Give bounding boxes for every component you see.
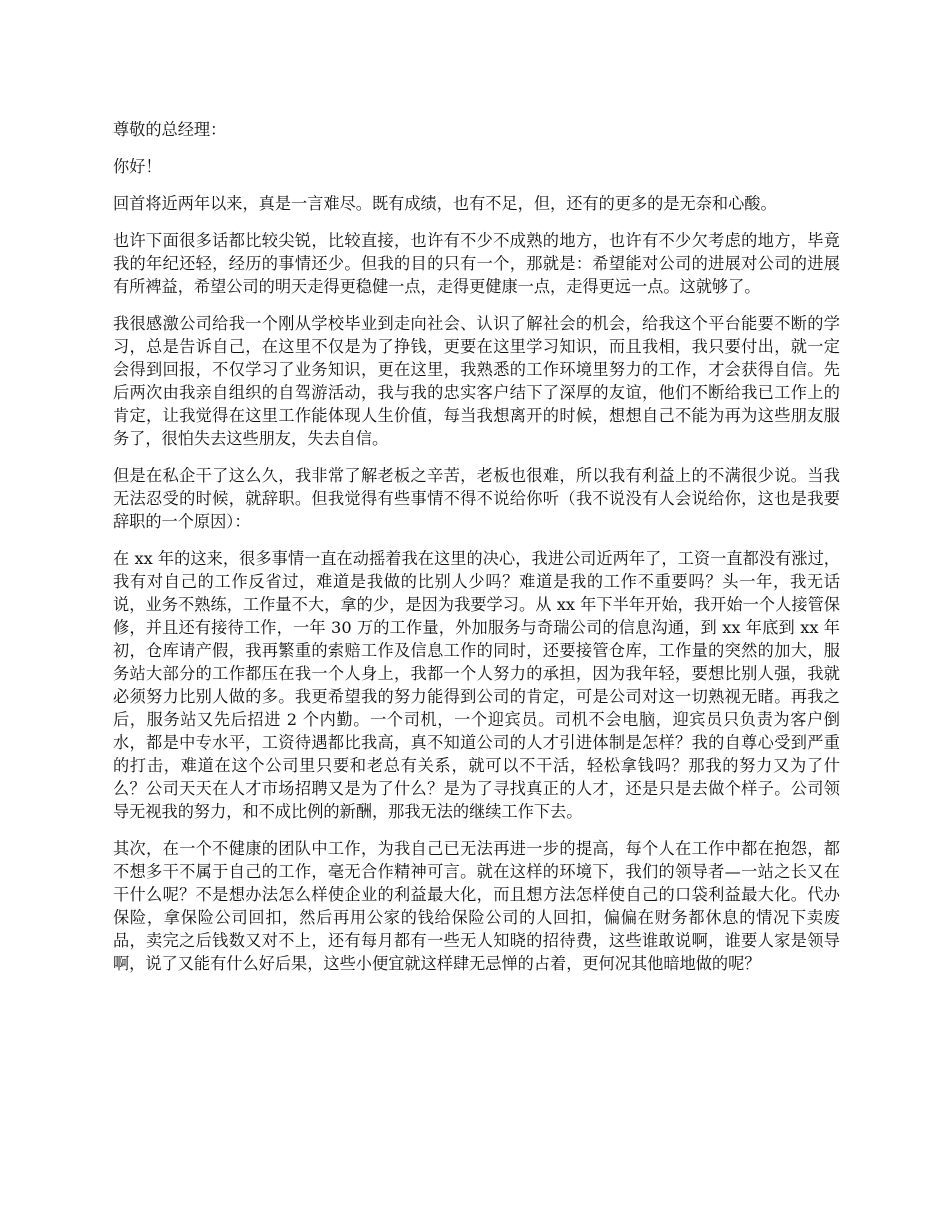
letter-body [113,118,840,989]
paragraph-3: 我很感激公司给我一个刚从学校毕业到走向社会、认识了解社会的机会，给我这个平台能要不断的学习，总是告诉自己，在这里不仅是为了挣钱，更要在这里学习知识，而且我相，我只要付出，就一定会得到回报，不仅学习了业务知识，更在这里，我熟悉的工作环境里努力的工作，才会获得自信。先后两次由我亲自组织的自驾游活动，我与我的忠实客户结下了深厚的友谊，他们不断给我已工作上的肯定，让我觉得在这里工作能体现人生价值，每当我想离开的时候，想想自己不能为再为这些朋友服务了，很怕失去这些朋友，失去自信。 [113,314,840,448]
paragraph-2: 也许下面很多话都比较尖锐，比较直接，也许有不少不成熟的地方，也许有不少欠考虑的地方，毕竟我的年纪还轻，经历的事情还少。但我的目的只有一个，那就是：希望能对公司的进展对公司的进展有所裨益，希望公司的明天走得更稳健一点，走得更健康一点，走得更远一点。这就够了。 [113,231,840,296]
paragraph-5: 在 xx 年的这来，很多事情一直在动摇着我在这里的决心，我进公司近两年了，工资一直都没有涨过，我有对自己的工作反省过，难道是我做的比别人少吗？难道是我的工作不重要吗？头一年，我无话说，业务不熟练，工作量不大，拿的少，是因为我要学习。从 xx 年下半年开始，我开始一个人接管保修，并且还有接待工作，一年 30 万的工作量，外加服务与奇瑞公司的信息沟通，到 xx 年底到 xx 年初，仓库请产假，我再繁重的索赔工作及信息工作的同时，还要接管仓库，工作量的突然的加大，服务站大部分的工作都压在我一个人身上，我都一个人努力的承担，因为我年轻，要想比别人强，我就必须努力比别人做的多。我更希望我的努力能得到公司的肯定，可是公司对这一切熟视无睹。再我之后，服务站又先后招进 2 个内勤。一个司机，一个迎宾员。司机不会电脑，迎宾员只负责为客户倒水，都是中专水平，工资待遇都比我高，真不知道公司的人才引进体制是怎样？我的自尊心受到严重的打击，难道在这个公司里只要和老总有关系，就可以不干活，轻松拿钱吗？那我的努力又为了什么？公司天天在人才市场招聘又是为了什么？是为了寻找真正的人才，还是只是去做个样子。公司领导无视我的努力，和不成比例的新酬，那我无法的继续工作下去。 [113,549,840,821]
paragraph-6: 其次，在一个不健康的团队中工作，为我自己已无法再进一步的提高，每个人在工作中都在抱怨，都不想多干不属于自己的工作，毫无合作精神可言。就在这样的环境下，我们的领导者—一站之长又在干什么呢？不是想办法怎么样使企业的利益最大化，而且想方法怎样使自己的口袋利益最大化。代办保险，拿保险公司回扣，然后再用公家的钱给保险公司的人回扣，偏偏在财务都休息的情况下卖废品，卖完之后钱数又对不上，还有每月都有一些无人知晓的招待费，这些谁敢说啊，谁要人家是领导啊，说了又能有什么好后果，这些小便宜就这样肆无忌惮的占着，更何况其他暗地做的呢？ [113,839,840,973]
paragraph-4: 但是在私企干了这么久，我非常了解老板之辛苦，老板也很难，所以我有利益上的不满很少说。当我无法忍受的时候，就辞职。但我觉得有些事情不得不说给你听（我不说没有人会说给你，这也是我要辞职的一个原因）： [113,466,840,531]
letter-salutation: 尊敬的总经理： [113,120,227,139]
paragraph-1: 回首将近两年以来，真是一言难尽。既有成绩，也有不足，但，还有的更多的是无奈和心酸。 [113,194,777,213]
letter-greeting: 你好！ [113,157,162,176]
